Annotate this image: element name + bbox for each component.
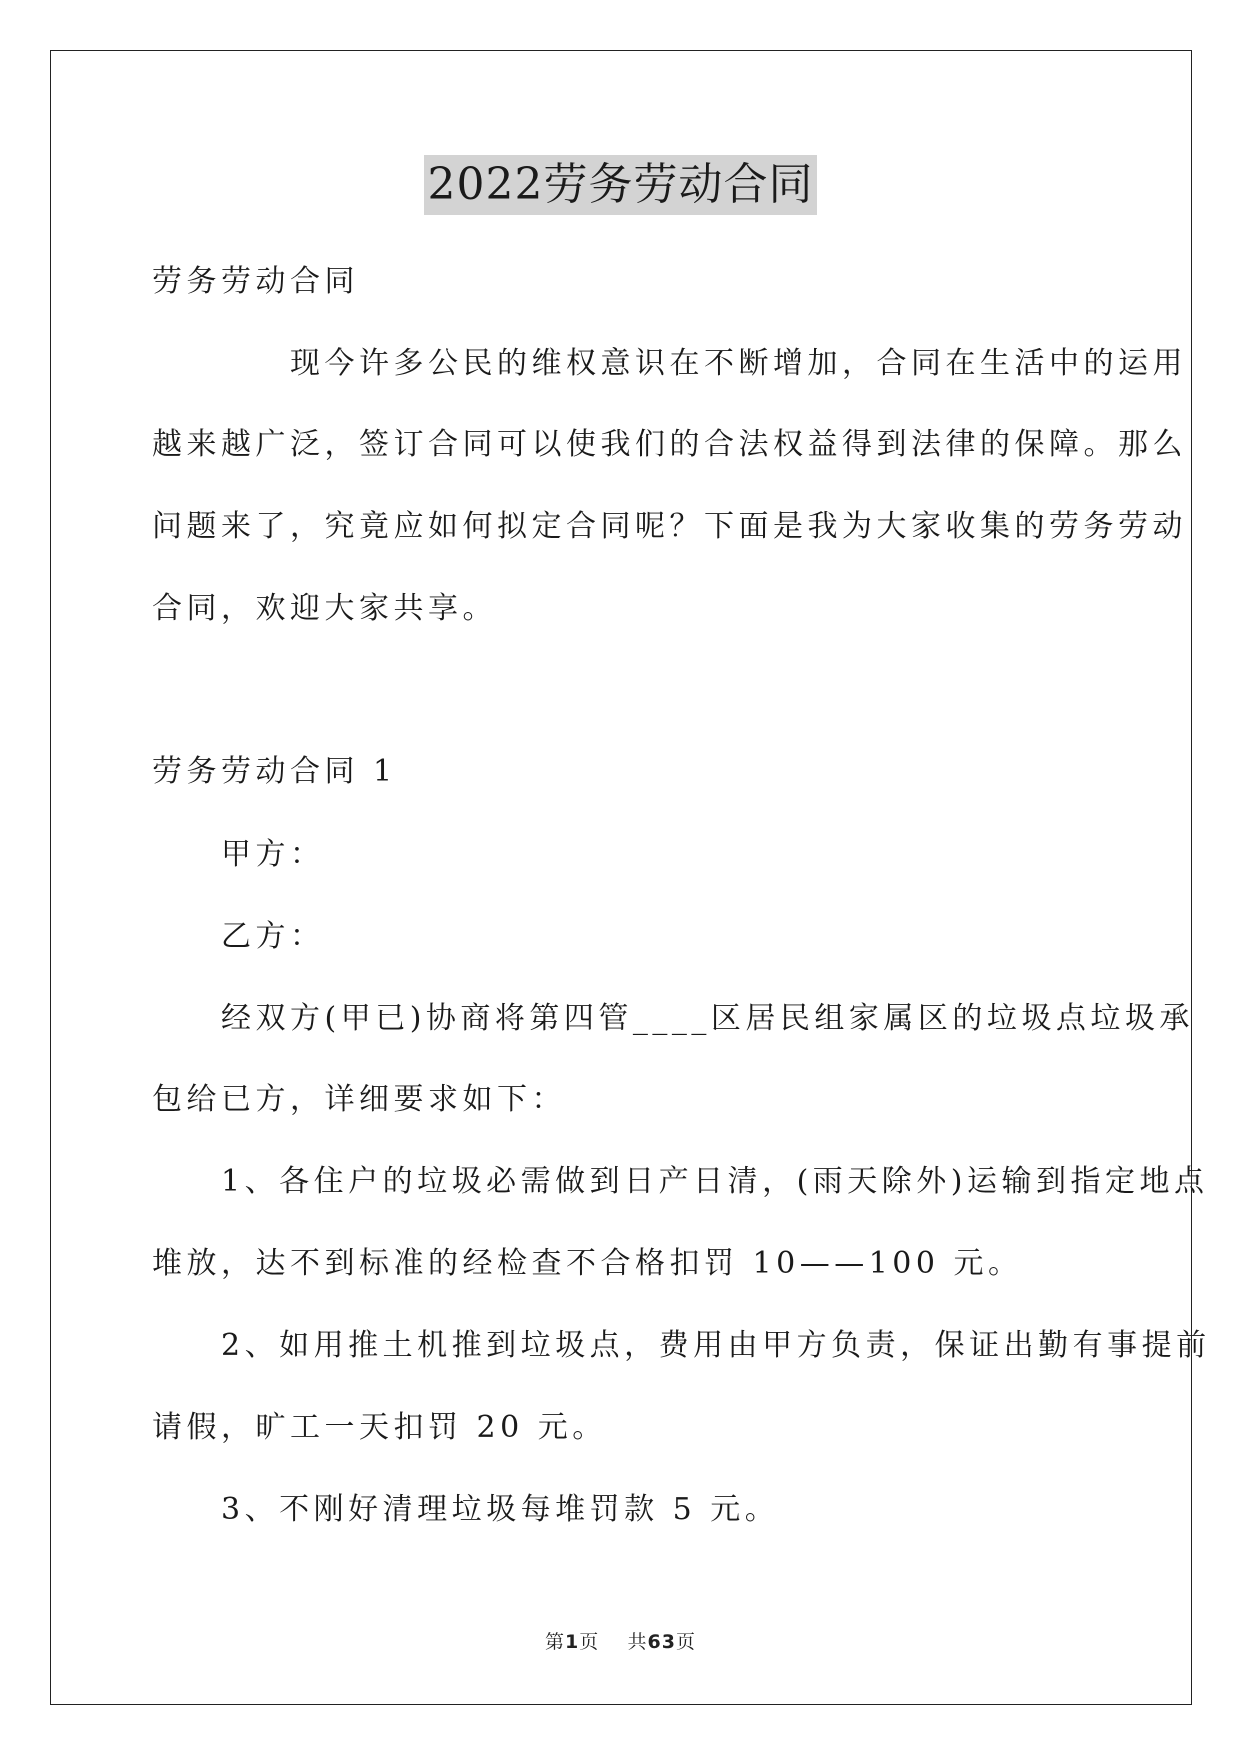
body-line: 合同，欢迎大家共享。 — [152, 591, 497, 626]
page-number: 1 — [565, 1631, 580, 1653]
body-line: 3、不刚好清理垃圾每堆罚款 5 元。 — [152, 1492, 780, 1527]
body-line: 经双方(甲已)协商将第四管____区居民组家属区的垃圾点垃圾承 — [152, 1001, 1194, 1036]
total-suffix: 页 — [675, 1631, 696, 1653]
page-prefix: 第 — [545, 1631, 566, 1653]
body-line: 1、各住户的垃圾必需做到日产日清，(雨天除外)运输到指定地点 — [152, 1164, 1209, 1199]
body-line: 包给已方，详细要求如下： — [152, 1082, 566, 1117]
body-line: 堆放，达不到标准的经检查不合格扣罚 10——100 元。 — [152, 1246, 1023, 1281]
title-container — [0, 155, 1241, 215]
body-line: 劳务劳动合同 — [152, 264, 359, 299]
page-suffix: 页 — [579, 1631, 600, 1653]
total-prefix: 共 — [627, 1631, 648, 1653]
section-heading: 劳务劳动合同 1 — [152, 754, 397, 789]
body-line: 现今许多公民的维权意识在不断增加，合同在生活中的运用 — [152, 346, 1187, 381]
total-pages: 63 — [647, 1631, 676, 1653]
body-line: 乙方： — [152, 919, 325, 954]
body-line: 问题来了，究竟应如何拟定合同呢？下面是我为大家收集的劳务劳动 — [152, 509, 1187, 544]
page-footer — [0, 1627, 1241, 1654]
body-line: 2、如用推土机推到垃圾点，费用由甲方负责，保证出勤有事提前 — [152, 1328, 1211, 1363]
body-line: 甲方： — [152, 837, 325, 872]
document-title: 2022劳务劳动合同 — [424, 155, 818, 215]
body-line: 请假，旷工一天扣罚 20 元。 — [152, 1410, 607, 1445]
body-line: 越来越广泛，签订合同可以使我们的合法权益得到法律的保障。那么 — [152, 427, 1187, 462]
